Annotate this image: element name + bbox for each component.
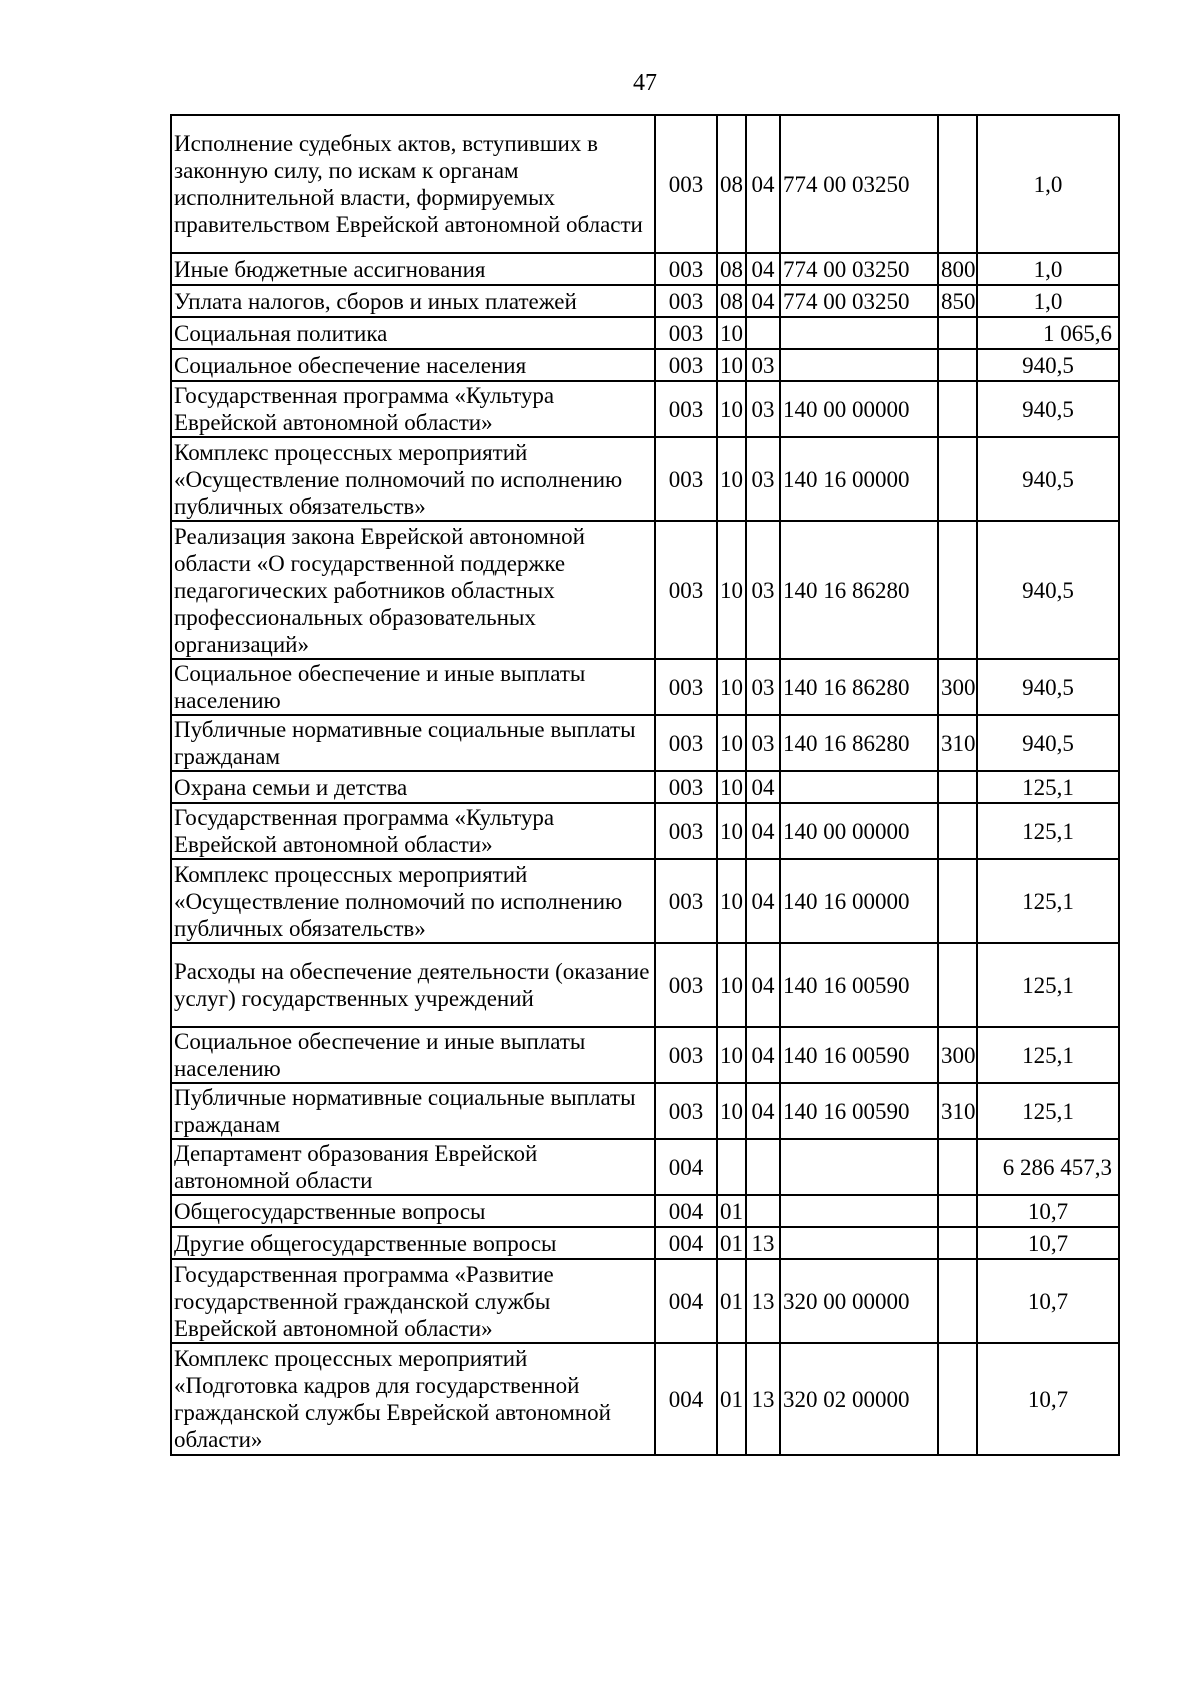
- amount: 125,1: [977, 943, 1119, 1027]
- page-number: 47: [633, 70, 657, 96]
- table-row: [171, 1139, 1119, 1195]
- target-item-code: 140 16 86280: [780, 521, 938, 659]
- target-item-code: 774 00 03250: [780, 285, 938, 317]
- expense-type-code: [938, 1343, 977, 1455]
- section-code: 10: [717, 659, 746, 715]
- row-name: Департамент образования Еврейской автономной области: [171, 1139, 655, 1195]
- subsection-code: 04: [746, 771, 780, 803]
- target-item-code: 140 00 00000: [780, 803, 938, 859]
- row-name: Государственная программа «Развитие государственной гражданской службы Еврейской автономной области»: [171, 1259, 655, 1343]
- amount: 1,0: [977, 285, 1119, 317]
- grbs-code: 004: [655, 1195, 717, 1227]
- subsection-code: 04: [746, 1083, 780, 1139]
- target-item-code: 140 00 00000: [780, 381, 938, 437]
- section-code: 10: [717, 437, 746, 521]
- subsection-code: 04: [746, 1027, 780, 1083]
- subsection-code: 13: [746, 1259, 780, 1343]
- expense-type-code: [938, 381, 977, 437]
- subsection-code: 13: [746, 1227, 780, 1259]
- section-code: 10: [717, 715, 746, 771]
- expense-type-code: [938, 1195, 977, 1227]
- expense-type-code: 300: [938, 659, 977, 715]
- target-item-code: [780, 1139, 938, 1195]
- amount: 940,5: [977, 659, 1119, 715]
- expense-type-code: 310: [938, 715, 977, 771]
- subsection-code: 03: [746, 437, 780, 521]
- budget-table: [170, 114, 1120, 1456]
- grbs-code: 003: [655, 317, 717, 349]
- grbs-code: 004: [655, 1259, 717, 1343]
- row-name: Другие общегосударственные вопросы: [171, 1227, 655, 1259]
- target-item-code: [780, 1227, 938, 1259]
- row-name: Охрана семьи и детства: [171, 771, 655, 803]
- grbs-code: 003: [655, 771, 717, 803]
- section-code: 08: [717, 285, 746, 317]
- grbs-code: 004: [655, 1139, 717, 1195]
- amount: 1 065,6: [977, 317, 1119, 349]
- section-code: 08: [717, 253, 746, 285]
- subsection-code: [746, 1195, 780, 1227]
- expense-type-code: [938, 771, 977, 803]
- section-code: 10: [717, 317, 746, 349]
- table-row: [171, 253, 1119, 285]
- expense-type-code: 300: [938, 1027, 977, 1083]
- table-row: [171, 437, 1119, 521]
- subsection-code: 13: [746, 1343, 780, 1455]
- target-item-code: 774 00 03250: [780, 253, 938, 285]
- grbs-code: 003: [655, 349, 717, 381]
- row-name: Государственная программа «Культура Еврейской автономной области»: [171, 381, 655, 437]
- row-name: Социальное обеспечение и иные выплаты населению: [171, 1027, 655, 1083]
- expense-type-code: [938, 1259, 977, 1343]
- target-item-code: 320 00 00000: [780, 1259, 938, 1343]
- row-name: Иные бюджетные ассигнования: [171, 253, 655, 285]
- expense-type-code: 310: [938, 1083, 977, 1139]
- table-row: [171, 943, 1119, 1027]
- section-code: [717, 1139, 746, 1195]
- target-item-code: 774 00 03250: [780, 115, 938, 253]
- expense-type-code: [938, 437, 977, 521]
- target-item-code: [780, 349, 938, 381]
- expense-type-code: [938, 115, 977, 253]
- subsection-code: 04: [746, 943, 780, 1027]
- subsection-code: 03: [746, 521, 780, 659]
- table-row: [171, 771, 1119, 803]
- target-item-code: 140 16 00000: [780, 859, 938, 943]
- row-name: Комплекс процессных мероприятий «Осуществление полномочий по исполнению публичных обязательств»: [171, 859, 655, 943]
- section-code: 10: [717, 521, 746, 659]
- amount: 6 286 457,3: [977, 1139, 1119, 1195]
- table-row: [171, 381, 1119, 437]
- amount: 940,5: [977, 715, 1119, 771]
- target-item-code: 140 16 00590: [780, 1027, 938, 1083]
- subsection-code: 04: [746, 115, 780, 253]
- section-code: 10: [717, 771, 746, 803]
- amount: 940,5: [977, 521, 1119, 659]
- section-code: 10: [717, 349, 746, 381]
- grbs-code: 004: [655, 1343, 717, 1455]
- table-row: [171, 1259, 1119, 1343]
- target-item-code: 320 02 00000: [780, 1343, 938, 1455]
- grbs-code: 003: [655, 381, 717, 437]
- amount: 125,1: [977, 771, 1119, 803]
- target-item-code: 140 16 86280: [780, 659, 938, 715]
- table-row: [171, 317, 1119, 349]
- section-code: 10: [717, 381, 746, 437]
- section-code: 10: [717, 1027, 746, 1083]
- amount: 125,1: [977, 1083, 1119, 1139]
- row-name: Социальное обеспечение населения: [171, 349, 655, 381]
- target-item-code: 140 16 00590: [780, 943, 938, 1027]
- row-name: Исполнение судебных актов, вступивших в законную силу, по искам к органам исполнительной власти, формируемых правительством Еврейской автономной области: [171, 115, 655, 253]
- subsection-code: 03: [746, 715, 780, 771]
- row-name: Реализация закона Еврейской автономной области «О государственной поддержке педагогических работников областных профессиональных образовательных организаций»: [171, 521, 655, 659]
- grbs-code: 003: [655, 115, 717, 253]
- grbs-code: 004: [655, 1227, 717, 1259]
- amount: 10,7: [977, 1195, 1119, 1227]
- section-code: 10: [717, 943, 746, 1027]
- expense-type-code: [938, 1139, 977, 1195]
- row-name: Комплекс процессных мероприятий «Осуществление полномочий по исполнению публичных обязательств»: [171, 437, 655, 521]
- grbs-code: 003: [655, 859, 717, 943]
- amount: 1,0: [977, 115, 1119, 253]
- subsection-code: 03: [746, 659, 780, 715]
- subsection-code: 03: [746, 349, 780, 381]
- table-row: [171, 115, 1119, 253]
- subsection-code: [746, 1139, 780, 1195]
- target-item-code: 140 16 00590: [780, 1083, 938, 1139]
- table-row: [171, 1195, 1119, 1227]
- table-row: [171, 1227, 1119, 1259]
- grbs-code: 003: [655, 253, 717, 285]
- row-name: Государственная программа «Культура Еврейской автономной области»: [171, 803, 655, 859]
- row-name: Комплекс процессных мероприятий «Подготовка кадров для государственной гражданской службы Еврейской автономной области»: [171, 1343, 655, 1455]
- section-code: 10: [717, 859, 746, 943]
- subsection-code: 04: [746, 803, 780, 859]
- grbs-code: 003: [655, 659, 717, 715]
- grbs-code: 003: [655, 943, 717, 1027]
- grbs-code: 003: [655, 437, 717, 521]
- expense-type-code: [938, 349, 977, 381]
- grbs-code: 003: [655, 285, 717, 317]
- section-code: 10: [717, 803, 746, 859]
- table-row: [171, 285, 1119, 317]
- row-name: Общегосударственные вопросы: [171, 1195, 655, 1227]
- amount: 10,7: [977, 1227, 1119, 1259]
- expense-type-code: [938, 943, 977, 1027]
- target-item-code: 140 16 00000: [780, 437, 938, 521]
- table-row: [171, 659, 1119, 715]
- amount: 940,5: [977, 437, 1119, 521]
- grbs-code: 003: [655, 1083, 717, 1139]
- expense-type-code: [938, 859, 977, 943]
- table-row: [171, 521, 1119, 659]
- subsection-code: 03: [746, 381, 780, 437]
- section-code: 01: [717, 1227, 746, 1259]
- target-item-code: [780, 771, 938, 803]
- expense-type-code: 850: [938, 285, 977, 317]
- expense-type-code: [938, 521, 977, 659]
- row-name: Публичные нормативные социальные выплаты гражданам: [171, 715, 655, 771]
- table-row: [171, 1027, 1119, 1083]
- subsection-code: [746, 317, 780, 349]
- table-row: [171, 715, 1119, 771]
- row-name: Уплата налогов, сборов и иных платежей: [171, 285, 655, 317]
- expense-type-code: [938, 317, 977, 349]
- row-name: Социальное обеспечение и иные выплаты населению: [171, 659, 655, 715]
- grbs-code: 003: [655, 715, 717, 771]
- amount: 125,1: [977, 1027, 1119, 1083]
- subsection-code: 04: [746, 285, 780, 317]
- grbs-code: 003: [655, 803, 717, 859]
- grbs-code: 003: [655, 521, 717, 659]
- section-code: 10: [717, 1083, 746, 1139]
- table-row: [171, 859, 1119, 943]
- row-name: Расходы на обеспечение деятельности (оказание услуг) государственных учреждений: [171, 943, 655, 1027]
- amount: 125,1: [977, 803, 1119, 859]
- expense-type-code: 800: [938, 253, 977, 285]
- row-name: Публичные нормативные социальные выплаты гражданам: [171, 1083, 655, 1139]
- amount: 1,0: [977, 253, 1119, 285]
- target-item-code: [780, 1195, 938, 1227]
- expense-type-code: [938, 803, 977, 859]
- section-code: 01: [717, 1259, 746, 1343]
- amount: 10,7: [977, 1343, 1119, 1455]
- expense-type-code: [938, 1227, 977, 1259]
- table-row: [171, 1343, 1119, 1455]
- grbs-code: 003: [655, 1027, 717, 1083]
- amount: 10,7: [977, 1259, 1119, 1343]
- row-name: Социальная политика: [171, 317, 655, 349]
- table-row: [171, 349, 1119, 381]
- section-code: 01: [717, 1195, 746, 1227]
- amount: 125,1: [977, 859, 1119, 943]
- amount: 940,5: [977, 381, 1119, 437]
- subsection-code: 04: [746, 859, 780, 943]
- target-item-code: 140 16 86280: [780, 715, 938, 771]
- table-row: [171, 803, 1119, 859]
- section-code: 08: [717, 115, 746, 253]
- subsection-code: 04: [746, 253, 780, 285]
- amount: 940,5: [977, 349, 1119, 381]
- section-code: 01: [717, 1343, 746, 1455]
- table-row: [171, 1083, 1119, 1139]
- target-item-code: [780, 317, 938, 349]
